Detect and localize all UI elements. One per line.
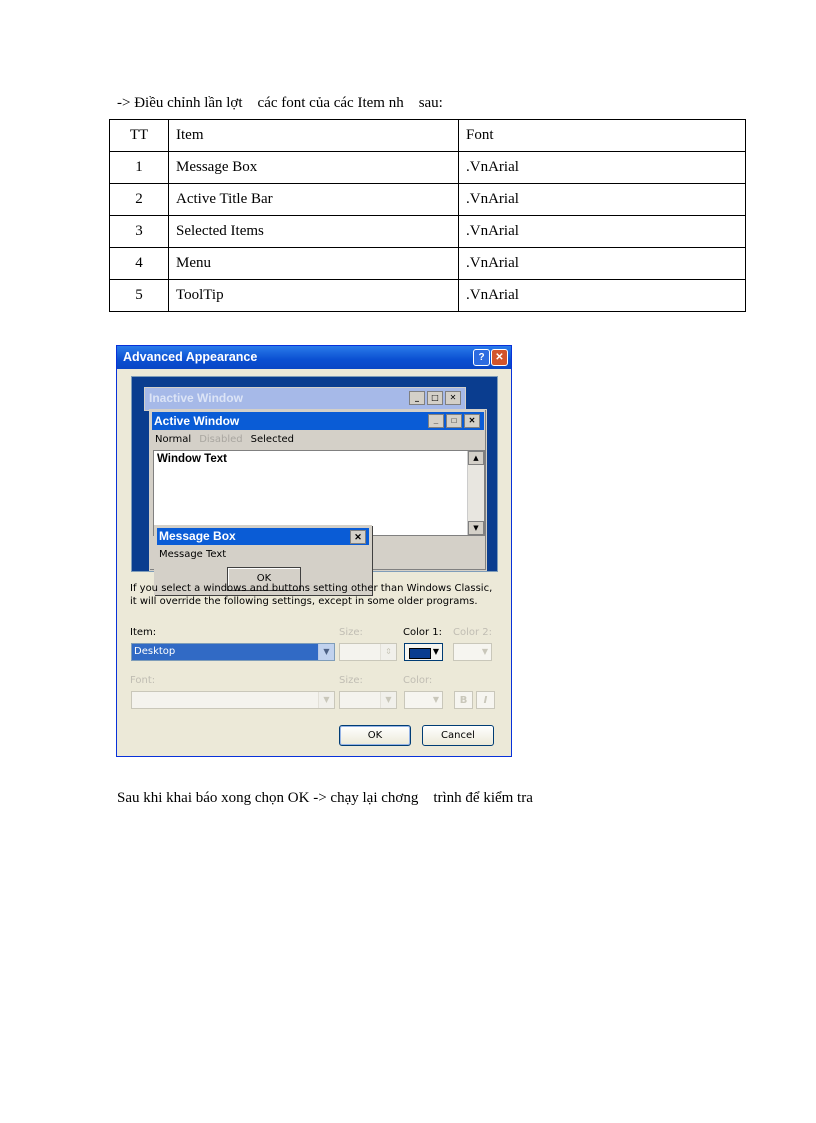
size-spinner[interactable] <box>339 643 397 661</box>
outro-text: Sau khi khai báo xong chọn OK -> chạy lại chơng trình để kiểm tra <box>117 790 533 806</box>
bold-button[interactable]: B <box>454 691 473 709</box>
table-cell: .VnArial <box>459 216 746 248</box>
close-icon: ✕ <box>445 391 461 405</box>
menu-selected[interactable]: Selected <box>250 434 294 445</box>
chevron-down-icon: ▼ <box>432 695 439 704</box>
inactive-window-preview[interactable] <box>144 387 466 411</box>
table-row <box>110 152 746 184</box>
color1-label: Color 1: <box>403 627 443 638</box>
table-cell: 4 <box>110 248 169 280</box>
table-header-row <box>110 120 746 152</box>
spinner-icon[interactable]: ⇕ <box>380 644 396 660</box>
message-box-title: Message Box <box>159 529 236 543</box>
chevron-down-icon[interactable]: ▼ <box>318 692 334 708</box>
preview-area[interactable] <box>131 376 498 584</box>
table-cell: 2 <box>110 184 169 216</box>
table-cell: .VnArial <box>459 184 746 216</box>
color1-button[interactable] <box>404 643 443 661</box>
table-header-cell: Font <box>459 120 746 152</box>
advanced-appearance-dialog <box>116 345 512 757</box>
table-header-cell: Item <box>169 120 459 152</box>
info-text <box>130 582 502 608</box>
table-cell: Message Box <box>169 152 459 184</box>
help-icon[interactable]: ? <box>473 349 490 366</box>
window-text-area[interactable] <box>153 450 485 536</box>
font-items-table <box>109 119 746 312</box>
cancel-button[interactable]: Cancel <box>422 725 494 746</box>
window-text-label: Window Text <box>157 453 227 465</box>
info-line-1: If you select a windows and buttons setting other than Windows Classic, <box>130 583 493 594</box>
chevron-down-icon: ▼ <box>432 647 439 656</box>
table-cell: 3 <box>110 216 169 248</box>
info-line-2: it will override the following settings, except in some older programs. <box>130 596 478 607</box>
close-icon: ✕ <box>350 530 366 544</box>
table-cell: Selected Items <box>169 216 459 248</box>
font-color-button[interactable] <box>404 691 443 709</box>
item-label: Item: <box>130 627 157 638</box>
table-cell: .VnArial <box>459 280 746 312</box>
chevron-down-icon[interactable]: ▼ <box>318 644 334 660</box>
maximize-icon: □ <box>427 391 443 405</box>
table-row <box>110 280 746 312</box>
message-text: Message Text <box>159 549 227 560</box>
minimize-icon: _ <box>428 414 444 428</box>
table-row <box>110 184 746 216</box>
table-row <box>110 216 746 248</box>
font-size-select[interactable] <box>339 691 397 709</box>
item-select[interactable] <box>131 643 335 661</box>
ok-button[interactable]: OK <box>339 725 411 746</box>
close-icon[interactable]: ✕ <box>491 349 508 366</box>
chevron-down-icon[interactable]: ▼ <box>380 692 396 708</box>
table-row <box>110 248 746 280</box>
preview-ok-button[interactable]: OK <box>227 567 301 591</box>
preview-menu-bar <box>150 432 486 448</box>
table-header-cell: TT <box>110 120 169 152</box>
scroll-down-icon[interactable]: ▼ <box>468 521 484 535</box>
table-cell: .VnArial <box>459 152 746 184</box>
table-cell: Active Title Bar <box>169 184 459 216</box>
table-cell: .VnArial <box>459 248 746 280</box>
table-cell: ToolTip <box>169 280 459 312</box>
maximize-icon: □ <box>446 414 462 428</box>
font-select[interactable] <box>131 691 335 709</box>
size-label: Size: <box>339 627 363 638</box>
dialog-title-bar[interactable] <box>117 346 511 369</box>
table-cell: 1 <box>110 152 169 184</box>
font-color-label: Color: <box>403 675 433 686</box>
font-size-label: Size: <box>339 675 363 686</box>
item-select-value: Desktop <box>134 646 176 657</box>
table-cell: 5 <box>110 280 169 312</box>
color2-label: Color 2: <box>453 627 493 638</box>
inactive-window-title: Inactive Window <box>149 391 243 405</box>
dialog-title: Advanced Appearance <box>123 350 258 364</box>
scrollbar[interactable] <box>467 451 484 535</box>
font-label: Font: <box>130 675 156 686</box>
close-icon: ✕ <box>464 414 480 428</box>
chevron-down-icon: ▼ <box>481 647 488 656</box>
menu-disabled[interactable]: Disabled <box>199 434 243 445</box>
table-cell: Menu <box>169 248 459 280</box>
scroll-up-icon[interactable]: ▲ <box>468 451 484 465</box>
color-swatch <box>409 648 431 659</box>
minimize-icon: _ <box>409 391 425 405</box>
color2-button[interactable] <box>453 643 492 661</box>
active-window-title: Active Window <box>154 414 240 428</box>
menu-normal[interactable]: Normal <box>155 434 192 445</box>
intro-text: -> Điều chỉnh lần lợt các font của các Item nh sau: <box>117 95 443 111</box>
italic-button[interactable]: I <box>476 691 495 709</box>
